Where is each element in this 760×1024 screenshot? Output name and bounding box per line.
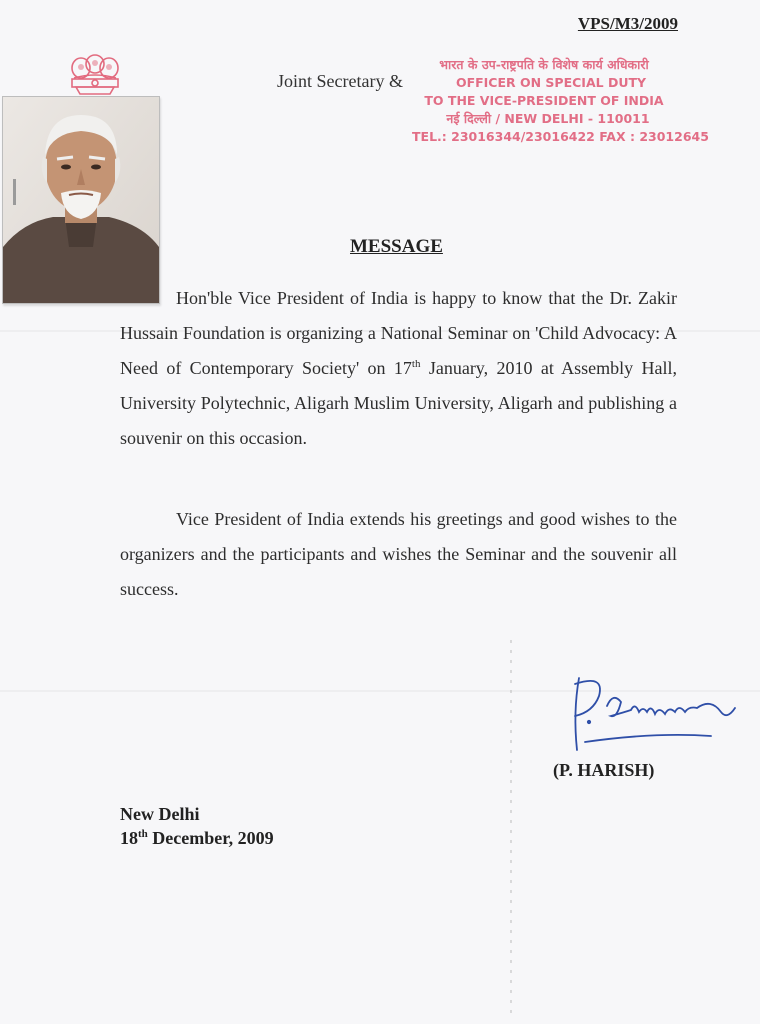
message-paragraph-2: Vice President of India extends his greetings and good wishes to the organizers and the participants and wishes the Seminar and the souvenir all success. — [120, 509, 677, 599]
stamp-line-address — [384, 110, 704, 128]
message-heading: MESSAGE — [350, 236, 443, 257]
national-emblem-icon — [66, 50, 124, 96]
date-superscript: th — [138, 828, 148, 840]
stamp-hindi-city: नई दिल्ली — [446, 111, 492, 126]
letter-date — [120, 828, 274, 849]
scan-artifact — [510, 640, 512, 1020]
date-day: 18 — [120, 828, 138, 848]
para1-text-a: Hon'ble Vice President of India is happy to know that the Dr. Zakir Hussain Foundation is organizing a National Seminar on 'Child Advocacy: A Need of Contemporary Society' on 17 — [120, 288, 677, 378]
stamp-hindi-line: भारत के उप-राष्ट्रपति के विशेष कार्य अधिकारी — [439, 57, 649, 72]
stamp-line-vp: TO THE VICE-PRESIDENT OF INDIA — [424, 93, 664, 108]
message-paragraph-1 — [120, 281, 677, 456]
signatory-name: (P. HARISH) — [553, 760, 655, 780]
reference-number: VPS/M3/2009 — [577, 14, 678, 33]
handwritten-signature — [565, 672, 745, 758]
official-stamp — [384, 56, 709, 146]
stamp-line-contact: TEL.: 23016344/23016422 FAX : 23012645 — [412, 129, 709, 144]
para1-superscript: th — [411, 358, 421, 370]
date-rest: December, 2009 — [147, 828, 274, 848]
place-label: New Delhi — [120, 804, 200, 824]
para1-text-b: January, 2010 at Assembly Hall, University Polytechnic, Aligarh Muslim University, Aligarh and publishing a souvenir on this occasion. — [120, 358, 678, 448]
joint-secretary-label: Joint Secretary & — [277, 71, 403, 91]
portrait-photo — [2, 96, 160, 304]
stamp-city: / NEW DELHI - 110011 — [495, 111, 650, 126]
stamp-line-osd: OFFICER ON SPECIAL DUTY — [455, 75, 647, 90]
